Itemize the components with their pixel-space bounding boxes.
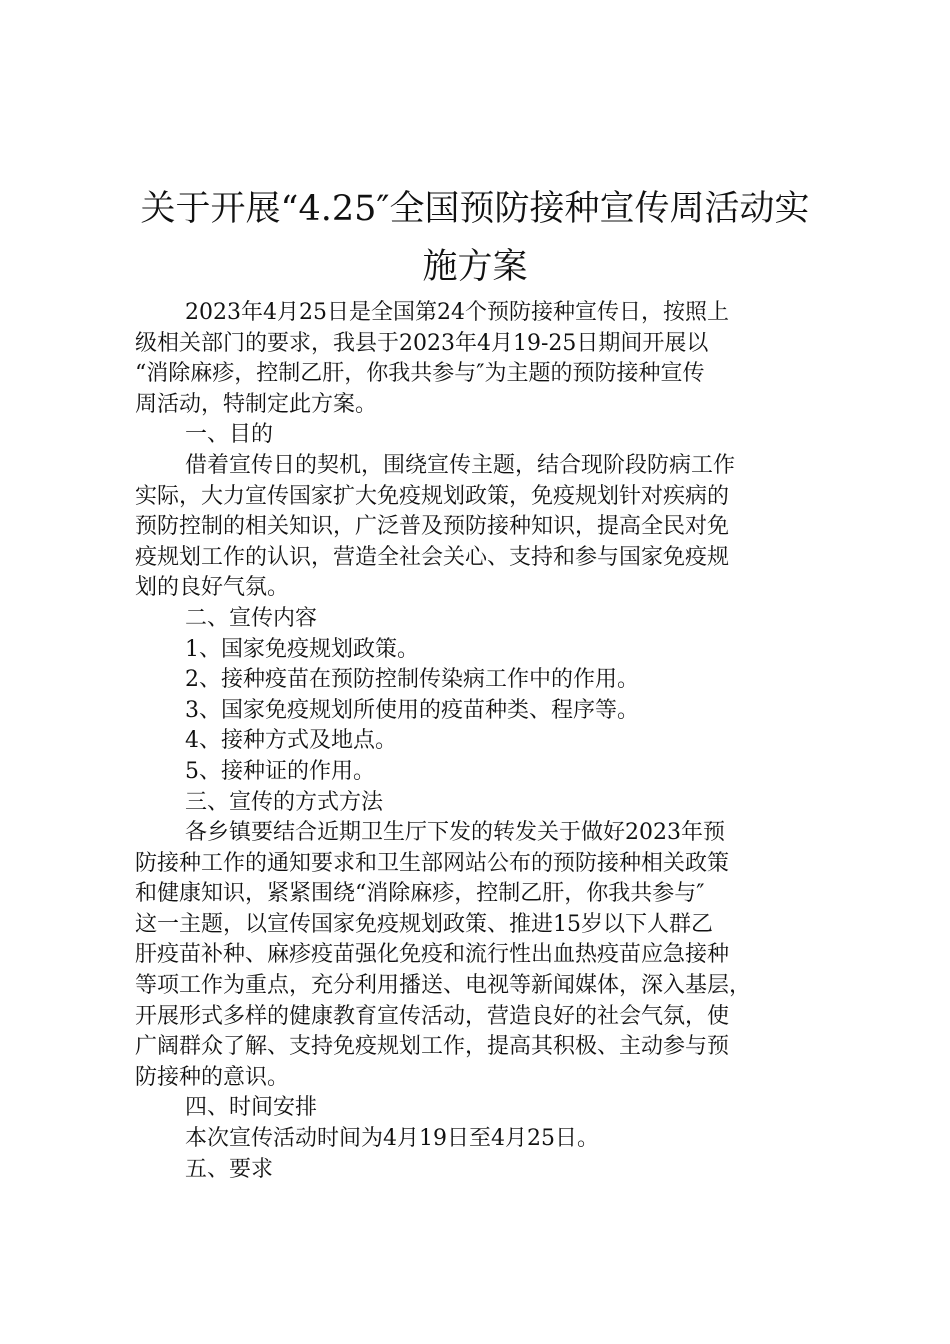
body-line: 和健康知识，紧紧围绕“消除麻疹，控制乙肝，你我共参与″ [135,881,705,907]
body-line: 肝疫苗补种、麻疹疫苗强化免疫和流行性出血热疫苗应急接种 [135,942,730,968]
document-title-line-1: 关于开展“4.25″全国预防接种宣传周活动实 [140,189,810,229]
body-line: 广阔群众了解、支持免疫规划工作，提高其积极、主动参与预 [135,1034,730,1060]
section-heading: 五、要求 [185,1156,274,1182]
body-line: 划的良好气氛。 [135,575,290,601]
list-item: 5、接种证的作用。 [185,758,375,784]
body-line: 等项工作为重点，充分利用播送、电视等新闻媒体，深入基层， [135,973,752,999]
list-item: 2、接种疫苗在预防控制传染病工作中的作用。 [185,667,639,693]
section-heading: 一、目的 [185,422,274,448]
document-title-line-2: 施方案 [422,247,528,287]
list-item: 3、国家免疫规划所使用的疫苗种类、程序等。 [185,697,639,723]
body-line: 预防控制的相关知识，广泛普及预防接种知识，提高全民对免 [135,514,730,540]
body-line: 借着宣传日的契机，围绕宣传主题，结合现阶段防病工作 [185,452,736,478]
list-item: 1、国家免疫规划政策。 [185,636,419,662]
body-line: 本次宣传活动时间为4月19日至4月25日。 [185,1126,599,1152]
body-line: 防接种的意识。 [135,1064,290,1090]
body-line: “消除麻疹，控制乙肝，你我共参与″为主题的预防接种宣传 [135,361,705,387]
body-line: 各乡镇要结合近期卫生厅下发的转发关于做好2023年预 [185,820,725,846]
body-line: 周活动，特制定此方案。 [135,391,378,417]
body-line: 2023年4月25日是全国第24个预防接种宣传日，按照上 [185,300,729,325]
section-heading: 三、宣传的方式方法 [185,789,384,815]
body-line: 级相关部门的要求，我县于2023年4月19-25日期间开展以 [135,330,709,356]
body-line: 防接种工作的通知要求和卫生部网站公布的预防接种相关政策 [135,850,730,876]
section-heading: 二、宣传内容 [185,605,318,631]
body-line: 开展形式多样的健康教育宣传活动，营造良好的社会气氛，使 [135,1003,730,1029]
body-line: 实际，大力宣传国家扩大免疫规划政策，免疫规划针对疾病的 [135,483,730,509]
list-item: 4、接种方式及地点。 [185,728,397,754]
document-body [135,298,835,1185]
body-line: 疫规划工作的认识，营造全社会关心、支持和参与国家免疫规 [135,544,730,570]
section-heading: 四、时间安排 [185,1095,318,1121]
body-line: 这一主题，以宣传国家免疫规划政策、推进15岁以下人群乙 [135,911,713,937]
